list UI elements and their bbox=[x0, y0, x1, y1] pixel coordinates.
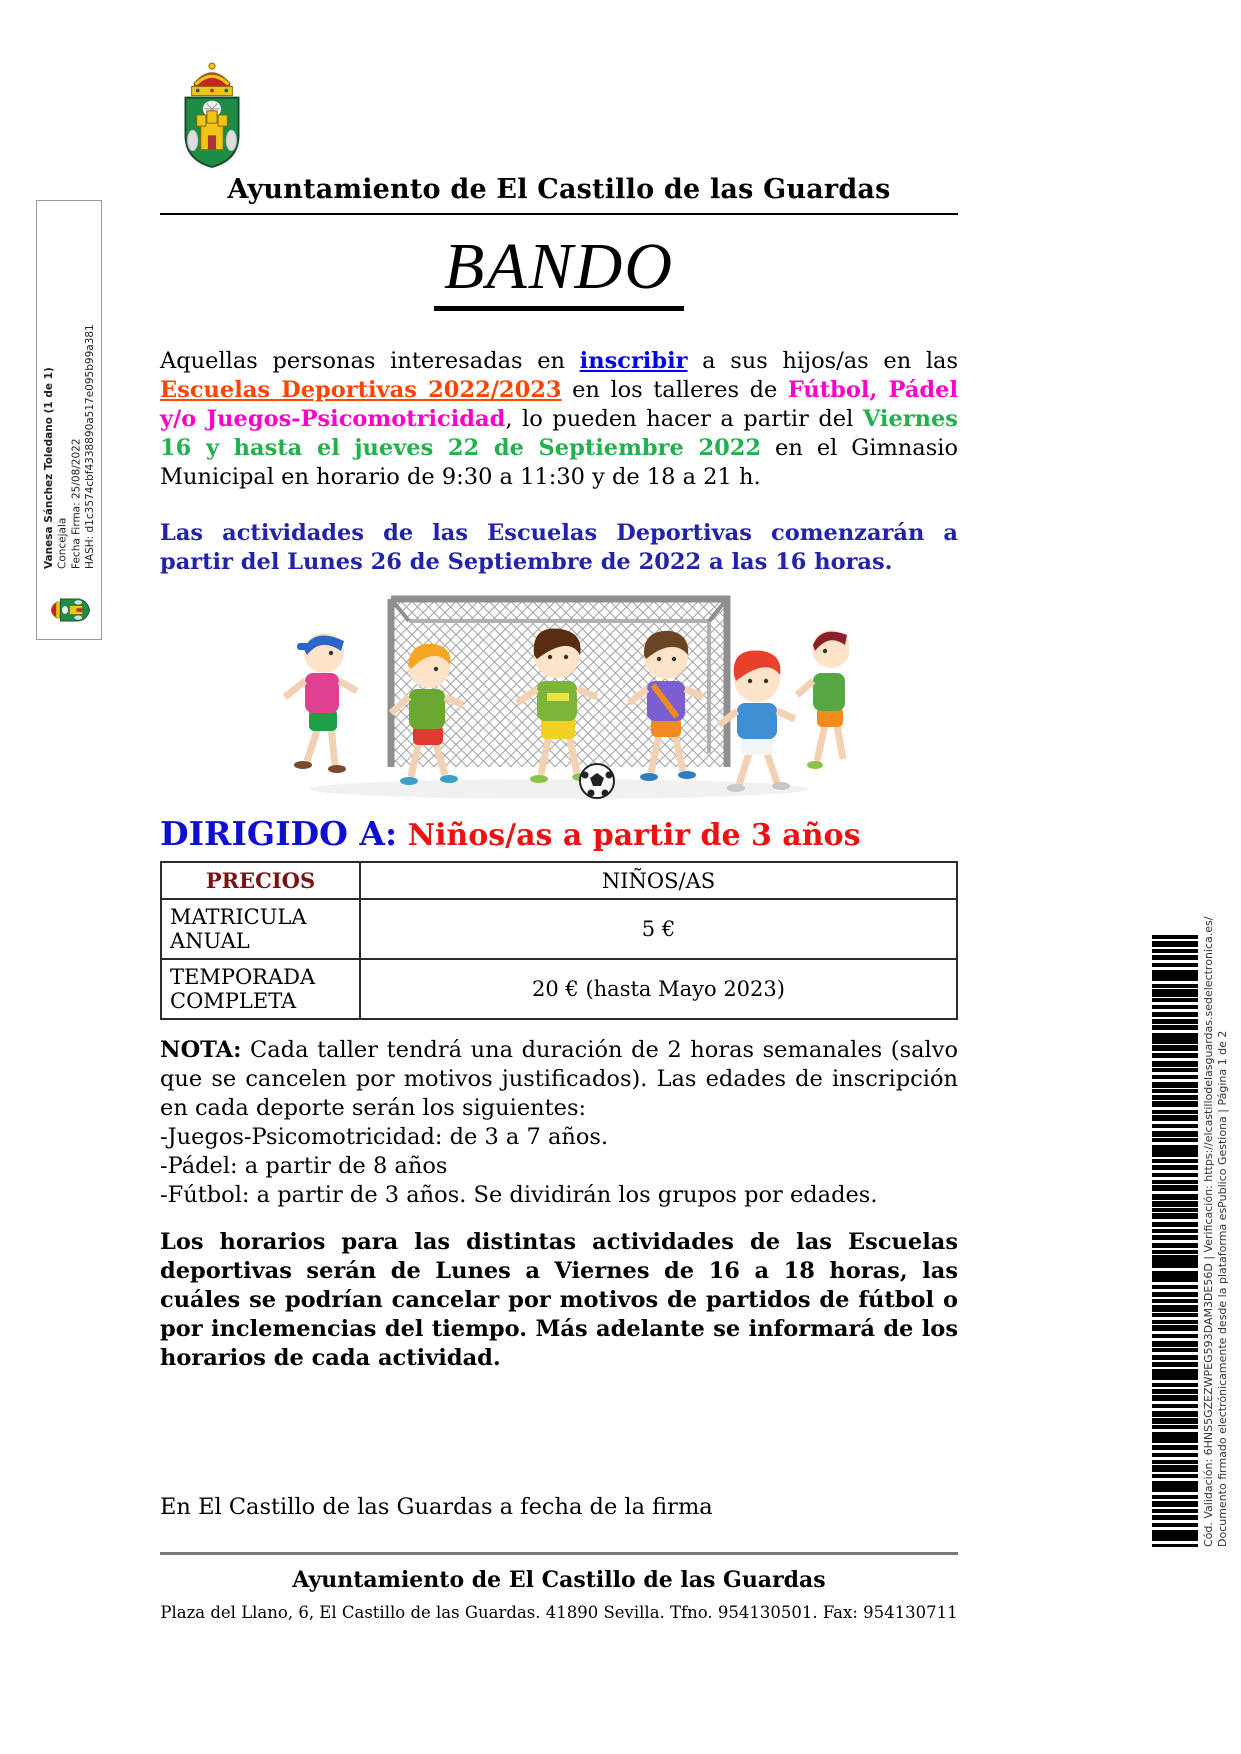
soccer-ball bbox=[580, 764, 614, 798]
inscribir-link[interactable]: inscribir bbox=[579, 347, 688, 374]
escuelas-highlight: Escuelas Deportivas 2022/2023 bbox=[160, 376, 562, 403]
price-cell: 5 € bbox=[360, 899, 957, 959]
kid-6 bbox=[797, 630, 849, 769]
mini-coat-of-arms-icon bbox=[45, 593, 91, 627]
nota-label: NOTA: bbox=[160, 1037, 242, 1064]
intro-text-3: en los talleres de bbox=[561, 376, 788, 403]
platform-line: Documento firmado electrónicamente desde la plataforma esPublico Gestiona | Página 1 de 2 bbox=[1215, 1030, 1229, 1547]
document-title: BANDO bbox=[160, 231, 958, 311]
kid-1 bbox=[285, 633, 357, 773]
municipality-heading: Ayuntamiento de El Castillo de las Guardas bbox=[227, 174, 891, 205]
signer-role: Concejala bbox=[56, 517, 69, 569]
footer-divider bbox=[160, 1552, 958, 1555]
table-row bbox=[161, 899, 957, 959]
signature-date: Fecha Firma: 25/08/2022 bbox=[70, 438, 83, 569]
concept-cell: MATRICULA ANUAL bbox=[161, 899, 360, 959]
firma-line: En El Castillo de las Guardas a fecha de la firma bbox=[160, 1494, 713, 1521]
list-item: -Pádel: a partir de 8 años bbox=[160, 1153, 448, 1180]
intro-text-4: , lo pueden hacer a partir del bbox=[505, 405, 863, 432]
footer-municipality: Ayuntamiento de El Castillo de las Guardas bbox=[292, 1567, 826, 1594]
intro-text-5: en el Gimnasio Municipal en horario de 9:30 a 11:30 y de 18 a 21 h. bbox=[160, 434, 958, 490]
signer-name: Vanesa Sánchez Toledano (1 de 1) bbox=[43, 367, 55, 569]
verification-strip bbox=[1152, 916, 1230, 1547]
nota-body: Cada taller tendrá una duración de 2 horas semanales (salvo que se cancelen por motivos justificados). Las edades de inscripción en cada deporte serán los siguientes: bbox=[160, 1037, 958, 1122]
dirigido-heading bbox=[160, 815, 958, 854]
nota-paragraph bbox=[160, 1036, 958, 1123]
signature-text bbox=[43, 209, 98, 569]
ninos-header: NIÑOS/AS bbox=[360, 862, 957, 899]
horarios-paragraph: Los horarios para las distintas actividades de las Escuelas deportivas serán de Lunes a Viernes de 16 a 18 horas, las cuáles se podrían cancelar por motivos de partidos de fútbol o por inclemencias del tiempo. Más adelante se informará de los horarios de cada actividad. bbox=[160, 1229, 958, 1372]
talleres-highlight: Fútbol, Pádel y/o Juegos-Psicomotricidad bbox=[160, 376, 958, 432]
main-content bbox=[160, 60, 958, 1622]
signature-hash: HASH: d1c3574cbf4338890a517e095b99a381 bbox=[83, 324, 96, 569]
children-playing-soccer-image bbox=[269, 585, 849, 809]
barcode bbox=[1152, 935, 1198, 1547]
dirigido-label: DIRIGIDO A: bbox=[160, 813, 398, 853]
footer-address: Plaza del Llano, 6, El Castillo de las Guardas. 41890 Sevilla. Tfno. 954130501. Fax: 954130711 bbox=[160, 1603, 958, 1623]
price-cell: 20 € (hasta Mayo 2023) bbox=[360, 959, 957, 1019]
precios-header: PRECIOS bbox=[161, 862, 360, 899]
intro-paragraph bbox=[160, 347, 958, 492]
coat-of-arms-image bbox=[175, 60, 249, 170]
signature-sidebar bbox=[36, 200, 102, 640]
concept-cell: TEMPORADA COMPLETA bbox=[161, 959, 360, 1019]
list-item: -Fútbol: a partir de 3 años. Se dividirán los grupos por edades. bbox=[160, 1182, 878, 1209]
intro-text-1: Aquellas personas interesadas en bbox=[160, 347, 580, 374]
blue-notice-paragraph: Las actividades de las Escuelas Deportivas comenzarán a partir del Lunes 26 de Septiembre de 2022 a las 16 horas. bbox=[160, 519, 958, 575]
validation-code-line: Cód. Validación: 6HNS5GZEZWPEG593DAM3DE56D | Verificación: https://elcastillodelasguardas.sedelectronica.es/ bbox=[1202, 916, 1215, 1547]
intro-text-2: a sus hijos/as en las bbox=[687, 347, 958, 374]
table-row bbox=[161, 959, 957, 1019]
fechas-highlight: Viernes 16 y hasta el jueves 22 de Septiembre 2022 bbox=[160, 405, 958, 461]
header-divider bbox=[160, 213, 958, 215]
list-item: -Juegos-Psicomotricidad: de 3 a 7 años. bbox=[160, 1124, 609, 1151]
dirigido-value: Niños/as a partir de 3 años bbox=[397, 817, 861, 853]
table-header-row bbox=[161, 862, 957, 899]
prices-table bbox=[160, 861, 958, 1020]
